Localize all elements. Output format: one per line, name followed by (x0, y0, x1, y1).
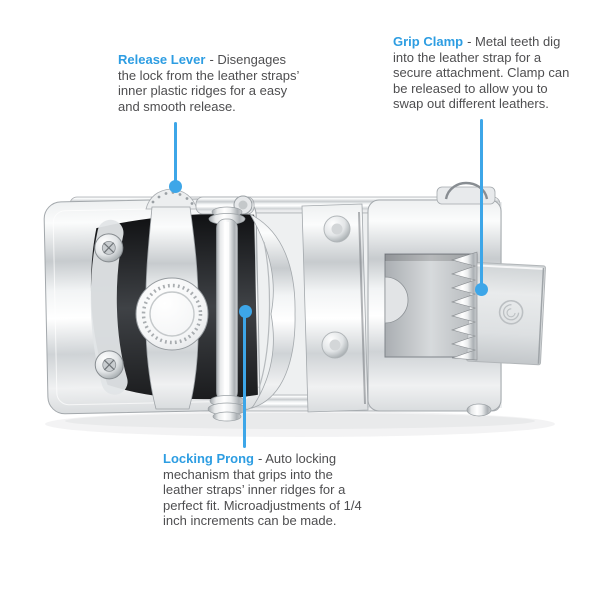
screw-detail-top (95, 234, 124, 263)
callout-text: - Metal teeth dig (467, 34, 561, 49)
callout-release-lever (118, 52, 299, 114)
callout-text: swap out different leathers. (393, 96, 549, 112)
hinge-plate (302, 204, 368, 412)
grip-clamp-connector-line (480, 119, 483, 289)
release-lever-connector-dot (169, 180, 182, 193)
callout-text: inner plastic ridges for a easy (118, 83, 288, 99)
callout-title-line (393, 34, 569, 50)
callout-text: leather straps’ inner ridges for a (163, 482, 346, 498)
callout-locking-prong (163, 451, 362, 529)
callout-text: the lock from the leather straps’ (118, 67, 300, 83)
callout-title: Locking Prong (163, 451, 254, 466)
callout-text: secure attachment. Clamp can (393, 65, 570, 81)
callout-text: perfect fit. Microadjustments of 1/4 (163, 497, 362, 513)
callout-grip-clamp (393, 34, 569, 112)
callout-title-line (163, 451, 362, 467)
locking-prong-connector-dot (239, 305, 252, 318)
strap-plate (466, 262, 545, 365)
callout-title: Release Lever (118, 52, 206, 67)
clamp-hinge (437, 183, 495, 204)
callout-text: and smooth release. (118, 98, 236, 114)
locking-prong-connector-line (243, 311, 246, 448)
callout-text: into the leather strap for a (393, 49, 542, 65)
grip-clamp-connector-dot (475, 283, 488, 296)
callout-text: mechanism that grips into the (163, 466, 333, 482)
callout-text: be released to allow you to (393, 80, 548, 96)
screw-detail-bottom (95, 351, 124, 380)
callout-text: - Disengages (209, 52, 287, 67)
callout-title-line (118, 52, 299, 68)
release-lever-knob (136, 278, 208, 350)
release-lever-connector-line (174, 122, 177, 186)
callout-text: - Auto locking (258, 451, 337, 466)
callout-text: inch increments can be made. (163, 513, 337, 529)
callout-title: Grip Clamp (393, 34, 464, 49)
